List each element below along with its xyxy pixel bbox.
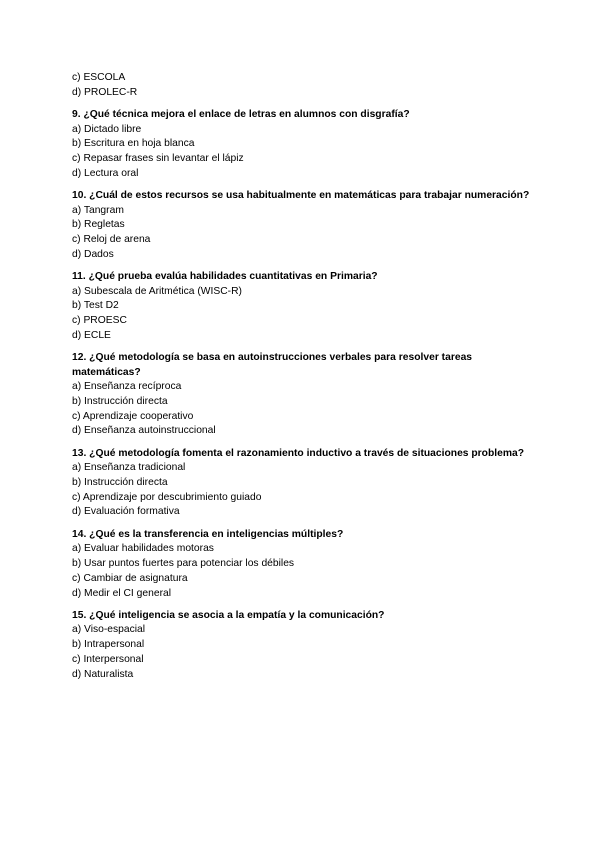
option: d) Medir el CI general (72, 587, 172, 599)
option: a) Enseñanza tradicional (72, 462, 186, 474)
option: a) Subescala de Aritmética (WISC-R) (72, 285, 242, 297)
option: c) Repasar frases sin levantar el lápiz (72, 153, 244, 165)
question-10 (72, 189, 532, 263)
option: c) Reloj de arena (72, 234, 151, 246)
option: d) Naturalista (72, 668, 134, 680)
question-title: 13. ¿Qué metodología fomenta el razonamiento inductivo a través de situaciones problema? (72, 447, 525, 459)
option: d) Enseñanza autoinstruccional (72, 425, 216, 437)
option: a) Enseñanza recíproca (72, 381, 182, 393)
option: a) Evaluar habilidades motoras (72, 543, 214, 555)
document-page (72, 71, 532, 682)
question-13 (72, 447, 532, 521)
option: d) Evaluación formativa (72, 506, 180, 518)
option: b) Instrucción directa (72, 396, 168, 408)
question-12 (72, 351, 532, 439)
question-title: 9. ¿Qué técnica mejora el enlace de letras en alumnos con disgrafía? (72, 108, 410, 120)
question-title: 14. ¿Qué es la transferencia en inteligencias múltiples? (72, 528, 344, 540)
option: b) Test D2 (72, 300, 119, 312)
option: d) ECLE (72, 329, 111, 341)
question-14 (72, 528, 532, 602)
option: b) Instrucción directa (72, 477, 168, 489)
leading-options (72, 71, 532, 100)
question-title: 12. ¿Qué metodología se basa en autoinstrucciones verbales para resolver tareas matemáticas? (72, 351, 473, 378)
question-title: 11. ¿Qué prueba evalúa habilidades cuantitativas en Primaria? (72, 270, 378, 282)
question-title: 15. ¿Qué inteligencia se asocia a la empatía y la comunicación? (72, 609, 385, 621)
question-title: 10. ¿Cuál de estos recursos se usa habitualmente en matemáticas para trabajar numeración? (72, 189, 530, 201)
option: d) Dados (72, 248, 114, 260)
option: b) Escritura en hoja blanca (72, 138, 195, 150)
question-11 (72, 270, 532, 344)
question-15 (72, 609, 532, 683)
option: d) Lectura oral (72, 167, 139, 179)
option: b) Usar puntos fuertes para potenciar los débiles (72, 558, 295, 570)
question-9 (72, 108, 532, 182)
option: d) PROLEC-R (72, 86, 138, 98)
option: a) Dictado libre (72, 123, 142, 135)
option: c) ESCOLA (72, 72, 126, 83)
option: c) Cambiar de asignatura (72, 572, 188, 584)
option: b) Intrapersonal (72, 639, 145, 651)
option: a) Viso-espacial (72, 624, 146, 636)
option: a) Tangram (72, 204, 124, 216)
option: c) Aprendizaje cooperativo (72, 410, 194, 422)
option: c) Aprendizaje por descubrimiento guiado (72, 491, 262, 503)
option: b) Regletas (72, 219, 125, 231)
option: c) PROESC (72, 315, 127, 327)
option: c) Interpersonal (72, 653, 144, 665)
